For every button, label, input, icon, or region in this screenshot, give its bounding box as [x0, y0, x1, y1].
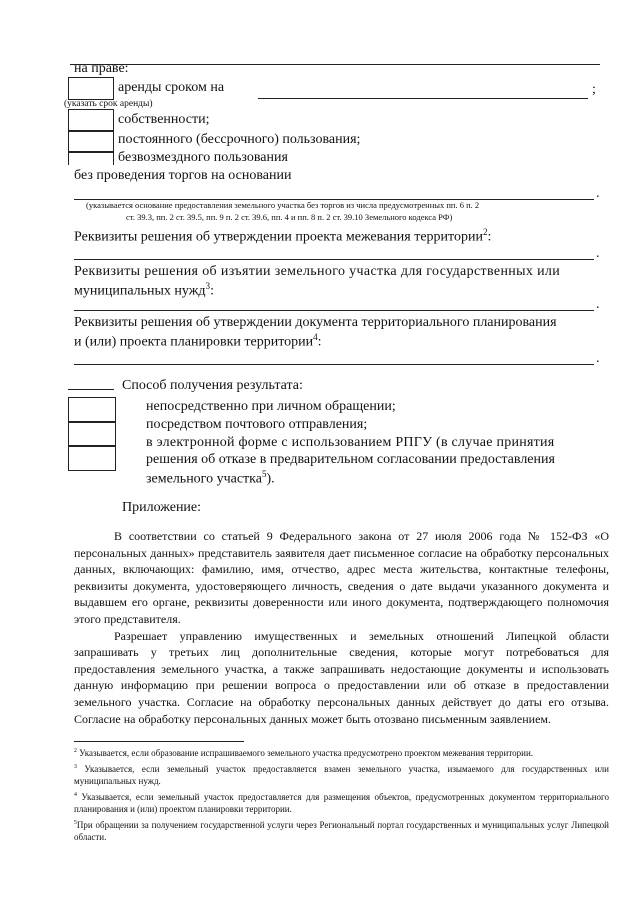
free-use-label: безвозмездного пользования [118, 150, 288, 165]
by-mail-label: посредством почтового отправления; [146, 417, 368, 432]
planning-label-line2: и (или) проекта планировки территории$^4$: [74, 332, 322, 350]
lease-checkbox[interactable] [68, 77, 114, 100]
rights-heading: на праве: [74, 61, 129, 76]
permanent-use-checkbox[interactable] [68, 130, 114, 153]
permanent-use-label: постоянного (бессрочного) пользования; [118, 132, 361, 147]
survey-project-label: Реквизиты решения об утверждении проекта межевания территории$^2$: [74, 227, 492, 245]
lease-semicolon: ; [592, 82, 596, 97]
survey-project-field[interactable] [74, 259, 594, 260]
planning-label-line1: Реквизиты решения об утверждении документа территориального планирования [74, 315, 557, 330]
basis-note-line1: (указывается основание предоставления земельного участка без торгов из числа предусмотренных пп. 6 п. 2 [86, 200, 480, 210]
footnote-separator [74, 741, 244, 742]
electronic-label-line3: земельного участка$^5$). [146, 469, 275, 487]
planning-field[interactable] [74, 364, 594, 365]
permission-paragraph: Разрешает управлению имущественных и земельных отношений Липецкой области запрашивать у третьих лиц дополнительные сведения, которые могут потребоваться для предоставления земельного участка, а также запрашивать недостающие документы и использовать данную информацию при решении вопроса о предоставлении или об отказе в предоставлении земельного участка. Согласие на обработку персональных данных действует до даты его отзыва. Согласие на обработку персональных данных может быть отозвано письменным заявлением. [74, 628, 609, 726]
footnotes [74, 745, 609, 845]
electronic-label-line2: решения об отказе в предварительном согласовании предоставления [146, 452, 555, 467]
ownership-checkbox[interactable] [68, 109, 114, 132]
footnote-4: $^4$ Указывается, если земельный участок предоставляется для размещения объектов, предусмотренных документом территориального планирования и (или) проектом планировки территории. [74, 791, 609, 814]
survey-project-dot: . [596, 246, 600, 261]
free-use-checkbox[interactable] [68, 151, 114, 165]
basis-label: без проведения торгов на основании [74, 168, 292, 183]
lease-label: аренды сроком на [118, 80, 225, 95]
basis-note-line2: ст. 39.3, пп. 2 ст. 39.5, пп. 9 п. 2 ст. 39.6, пп. 4 и пп. 8 п. 2 ст. 39.10 Земельного кодекса РФ) [126, 212, 453, 222]
seizure-field[interactable] [74, 310, 594, 311]
result-rule [68, 389, 114, 390]
footnote-2: $^2$ Указывается, если образование испрашиваемого земельного участка предусмотрено проектом межевания территории. [74, 748, 534, 758]
ownership-label: собственности; [118, 112, 210, 127]
planning-dot: . [596, 351, 600, 366]
seizure-label-line1: Реквизиты решения об изъятии земельного участка для государственных или [74, 264, 561, 279]
by-mail-checkbox[interactable] [68, 421, 116, 447]
result-heading: Способ получения результата: [122, 378, 303, 393]
seizure-dot: . [596, 297, 600, 312]
footnote-3: $^3$ Указывается, если земельный участок предоставляется взамен земельного участка, изымаемого для государственных или муниципальных нужд. [74, 763, 609, 786]
footnote-5: $^5$При обращении за получением государственной услуги через Региональный портал государственных и муниципальных услуг Липецкой области. [74, 819, 609, 842]
consent-paragraph: В соответствии со статьей 9 Федерального закона от 27 июля 2006 года № 152-ФЗ «О персональных данных» представитель заявителя дает письменное согласие на обработку персональных данных, включающих: фамилию, имя, отчество, адрес места жительства, контактные телефоны, реквизиты документа, удостоверяющего личность, сведения о дате выдачи указанного документа и выдавшем его органе, реквизиты доверенности или иного документа, подтверждающего полномочия этого представителя. [74, 529, 609, 626]
seizure-label-line2: муниципальных нужд$^3$: [74, 281, 214, 299]
in-person-checkbox[interactable] [68, 397, 116, 423]
lease-term-field[interactable] [258, 98, 588, 99]
basis-dot: . [596, 186, 600, 201]
appendix-heading: Приложение: [122, 500, 202, 515]
electronic-label-line1: в электронной форме с использованием РПГУ (в случае принятия [146, 435, 555, 450]
top-rule [70, 64, 600, 65]
lease-hint: (указать срок аренды) [64, 99, 153, 109]
electronic-checkbox[interactable] [68, 445, 116, 471]
in-person-label: непосредственно при личном обращении; [146, 399, 396, 414]
consent-text [74, 528, 609, 727]
